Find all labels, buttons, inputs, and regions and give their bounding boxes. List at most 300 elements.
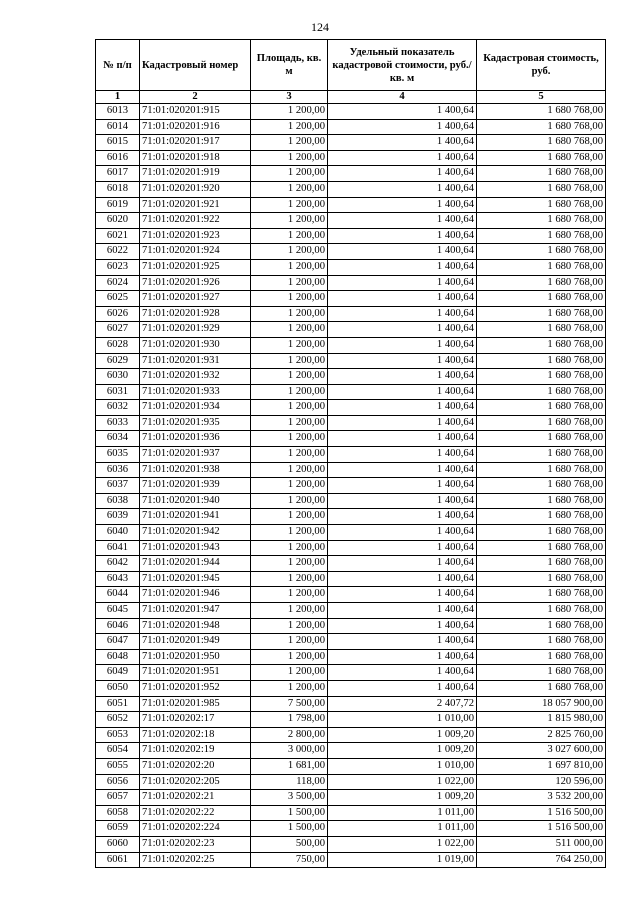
area-cell: 1 200,00	[251, 150, 328, 166]
row-number-cell: 6039	[96, 509, 140, 525]
row-number-cell: 6034	[96, 431, 140, 447]
specific-value-cell: 1 400,64	[328, 197, 477, 213]
row-number-cell: 6029	[96, 353, 140, 369]
cadastral-value-cell: 1 815 980,00	[477, 712, 606, 728]
header-area: Площадь, кв. м	[251, 40, 328, 91]
row-number-cell: 6013	[96, 104, 140, 120]
cadastral-number-cell: 71:01:020202:20	[140, 758, 251, 774]
cadastral-number-cell: 71:01:020201:939	[140, 478, 251, 494]
cadastral-value-cell: 1 680 768,00	[477, 322, 606, 338]
specific-value-cell: 1 400,64	[328, 353, 477, 369]
cadastral-value-cell: 764 250,00	[477, 852, 606, 868]
specific-value-cell: 1 400,64	[328, 603, 477, 619]
area-cell: 1 200,00	[251, 415, 328, 431]
table-row	[96, 166, 606, 182]
area-cell: 1 200,00	[251, 431, 328, 447]
area-cell: 1 200,00	[251, 322, 328, 338]
cadastral-value-cell: 1 680 768,00	[477, 337, 606, 353]
row-number-cell: 6060	[96, 836, 140, 852]
table-header-row	[96, 40, 606, 91]
specific-value-cell: 1 400,64	[328, 556, 477, 572]
cadastral-number-cell: 71:01:020201:921	[140, 197, 251, 213]
table-row	[96, 649, 606, 665]
area-cell: 500,00	[251, 836, 328, 852]
table-row	[96, 556, 606, 572]
cadastral-value-cell: 1 680 768,00	[477, 104, 606, 120]
cadastral-number-cell: 71:01:020201:936	[140, 431, 251, 447]
area-cell: 1 200,00	[251, 384, 328, 400]
cadastral-value-cell: 511 000,00	[477, 836, 606, 852]
column-numbers-row	[96, 91, 606, 104]
area-cell: 1 200,00	[251, 353, 328, 369]
area-cell: 1 500,00	[251, 821, 328, 837]
row-number-cell: 6045	[96, 603, 140, 619]
cadastral-number-cell: 71:01:020201:923	[140, 228, 251, 244]
row-number-cell: 6053	[96, 727, 140, 743]
cadastral-number-cell: 71:01:020202:25	[140, 852, 251, 868]
table-row	[96, 836, 606, 852]
table-row	[96, 587, 606, 603]
specific-value-cell: 1 400,64	[328, 680, 477, 696]
table-row	[96, 821, 606, 837]
area-cell: 1 200,00	[251, 275, 328, 291]
specific-value-cell: 1 400,64	[328, 509, 477, 525]
area-cell: 118,00	[251, 774, 328, 790]
table-row	[96, 665, 606, 681]
specific-value-cell: 1 400,64	[328, 493, 477, 509]
specific-value-cell: 1 400,64	[328, 369, 477, 385]
area-cell: 1 200,00	[251, 525, 328, 541]
cadastral-number-cell: 71:01:020201:933	[140, 384, 251, 400]
cadastral-number-cell: 71:01:020201:938	[140, 462, 251, 478]
specific-value-cell: 1 022,00	[328, 774, 477, 790]
table-row	[96, 400, 606, 416]
specific-value-cell: 1 400,64	[328, 478, 477, 494]
specific-value-cell: 1 011,00	[328, 821, 477, 837]
cadastral-number-cell: 71:01:020201:942	[140, 525, 251, 541]
table-row	[96, 696, 606, 712]
cadastral-value-cell: 1 680 768,00	[477, 213, 606, 229]
table-row	[96, 634, 606, 650]
area-cell: 1 200,00	[251, 104, 328, 120]
row-number-cell: 6014	[96, 119, 140, 135]
cadastral-number-cell: 71:01:020202:17	[140, 712, 251, 728]
cadastral-value-cell: 1 680 768,00	[477, 306, 606, 322]
table-row	[96, 306, 606, 322]
row-number-cell: 6059	[96, 821, 140, 837]
table-row	[96, 571, 606, 587]
column-number: 3	[251, 91, 328, 104]
cadastral-number-cell: 71:01:020201:946	[140, 587, 251, 603]
cadastral-number-cell: 71:01:020202:23	[140, 836, 251, 852]
cadastral-value-cell: 1 680 768,00	[477, 478, 606, 494]
row-number-cell: 6036	[96, 462, 140, 478]
cadastral-value-cell: 1 680 768,00	[477, 649, 606, 665]
row-number-cell: 6033	[96, 415, 140, 431]
cadastral-number-cell: 71:01:020201:924	[140, 244, 251, 260]
cadastral-number-cell: 71:01:020202:18	[140, 727, 251, 743]
specific-value-cell: 1 400,64	[328, 135, 477, 151]
specific-value-cell: 1 400,64	[328, 665, 477, 681]
specific-value-cell: 1 400,64	[328, 119, 477, 135]
row-number-cell: 6047	[96, 634, 140, 650]
row-number-cell: 6028	[96, 337, 140, 353]
specific-value-cell: 1 009,20	[328, 727, 477, 743]
area-cell: 1 200,00	[251, 259, 328, 275]
specific-value-cell: 1 400,64	[328, 322, 477, 338]
cadastral-number-cell: 71:01:020201:920	[140, 181, 251, 197]
cadastral-value-cell: 1 680 768,00	[477, 509, 606, 525]
area-cell: 1 798,00	[251, 712, 328, 728]
area-cell: 1 200,00	[251, 493, 328, 509]
cadastral-number-cell: 71:01:020201:931	[140, 353, 251, 369]
specific-value-cell: 1 009,20	[328, 790, 477, 806]
specific-value-cell: 1 400,64	[328, 291, 477, 307]
specific-value-cell: 1 400,64	[328, 540, 477, 556]
cadastral-value-cell: 1 680 768,00	[477, 431, 606, 447]
area-cell: 1 200,00	[251, 540, 328, 556]
table-row	[96, 478, 606, 494]
table-row	[96, 291, 606, 307]
specific-value-cell: 1 400,64	[328, 166, 477, 182]
area-cell: 1 200,00	[251, 166, 328, 182]
cadastral-value-cell: 1 680 768,00	[477, 384, 606, 400]
area-cell: 1 200,00	[251, 244, 328, 260]
row-number-cell: 6030	[96, 369, 140, 385]
row-number-cell: 6020	[96, 213, 140, 229]
cadastral-value-cell: 1 680 768,00	[477, 447, 606, 463]
cadastral-number-cell: 71:01:020201:916	[140, 119, 251, 135]
row-number-cell: 6057	[96, 790, 140, 806]
row-number-cell: 6043	[96, 571, 140, 587]
area-cell: 1 200,00	[251, 228, 328, 244]
area-cell: 1 200,00	[251, 119, 328, 135]
cadastral-value-cell: 1 680 768,00	[477, 166, 606, 182]
table-row	[96, 415, 606, 431]
cadastral-value-cell: 1 680 768,00	[477, 150, 606, 166]
cadastral-value-cell: 1 680 768,00	[477, 618, 606, 634]
area-cell: 1 200,00	[251, 634, 328, 650]
cadastral-number-cell: 71:01:020202:205	[140, 774, 251, 790]
cadastral-value-cell: 1 680 768,00	[477, 244, 606, 260]
area-cell: 1 200,00	[251, 337, 328, 353]
cadastral-value-cell: 1 680 768,00	[477, 353, 606, 369]
cadastral-value-cell: 1 680 768,00	[477, 259, 606, 275]
area-cell: 1 200,00	[251, 197, 328, 213]
row-number-cell: 6025	[96, 291, 140, 307]
specific-value-cell: 1 400,64	[328, 228, 477, 244]
cadastral-value-cell: 1 516 500,00	[477, 805, 606, 821]
table-row	[96, 369, 606, 385]
row-number-cell: 6017	[96, 166, 140, 182]
area-cell: 3 500,00	[251, 790, 328, 806]
cadastral-number-cell: 71:01:020201:934	[140, 400, 251, 416]
cadastral-value-cell: 3 027 600,00	[477, 743, 606, 759]
specific-value-cell: 1 010,00	[328, 758, 477, 774]
cadastral-number-cell: 71:01:020201:927	[140, 291, 251, 307]
cadastral-value-cell: 1 697 810,00	[477, 758, 606, 774]
specific-value-cell: 1 400,64	[328, 259, 477, 275]
cadastral-value-cell: 1 680 768,00	[477, 540, 606, 556]
table-row	[96, 790, 606, 806]
specific-value-cell: 1 400,64	[328, 618, 477, 634]
cadastral-number-cell: 71:01:020201:948	[140, 618, 251, 634]
specific-value-cell: 1 400,64	[328, 400, 477, 416]
cadastral-value-cell: 1 680 768,00	[477, 587, 606, 603]
table-row	[96, 805, 606, 821]
cadastral-value-table	[95, 39, 606, 868]
cadastral-value-cell: 2 825 760,00	[477, 727, 606, 743]
area-cell: 1 200,00	[251, 369, 328, 385]
row-number-cell: 6026	[96, 306, 140, 322]
table-row	[96, 712, 606, 728]
cadastral-number-cell: 71:01:020201:917	[140, 135, 251, 151]
cadastral-number-cell: 71:01:020201:945	[140, 571, 251, 587]
cadastral-value-cell: 1 680 768,00	[477, 197, 606, 213]
table-row	[96, 431, 606, 447]
table-row	[96, 509, 606, 525]
cadastral-value-cell: 18 057 900,00	[477, 696, 606, 712]
specific-value-cell: 1 400,64	[328, 571, 477, 587]
area-cell: 1 500,00	[251, 805, 328, 821]
specific-value-cell: 1 400,64	[328, 306, 477, 322]
area-cell: 2 800,00	[251, 727, 328, 743]
area-cell: 1 681,00	[251, 758, 328, 774]
cadastral-value-cell: 1 680 768,00	[477, 228, 606, 244]
column-number: 5	[477, 91, 606, 104]
cadastral-value-cell: 1 680 768,00	[477, 634, 606, 650]
specific-value-cell: 1 400,64	[328, 415, 477, 431]
area-cell: 1 200,00	[251, 680, 328, 696]
cadastral-number-cell: 71:01:020201:919	[140, 166, 251, 182]
cadastral-value-cell: 1 680 768,00	[477, 462, 606, 478]
specific-value-cell: 1 400,64	[328, 181, 477, 197]
area-cell: 1 200,00	[251, 400, 328, 416]
cadastral-number-cell: 71:01:020201:935	[140, 415, 251, 431]
area-cell: 1 200,00	[251, 649, 328, 665]
area-cell: 1 200,00	[251, 291, 328, 307]
table-row	[96, 540, 606, 556]
cadastral-value-cell: 1 680 768,00	[477, 369, 606, 385]
table-row	[96, 213, 606, 229]
page-number: 124	[311, 20, 329, 34]
table-row	[96, 680, 606, 696]
row-number-cell: 6052	[96, 712, 140, 728]
specific-value-cell: 1 400,64	[328, 384, 477, 400]
specific-value-cell: 1 010,00	[328, 712, 477, 728]
table-row	[96, 135, 606, 151]
area-cell: 1 200,00	[251, 587, 328, 603]
cadastral-value-cell: 1 680 768,00	[477, 135, 606, 151]
table-row	[96, 275, 606, 291]
area-cell: 1 200,00	[251, 213, 328, 229]
specific-value-cell: 1 022,00	[328, 836, 477, 852]
row-number-cell: 6019	[96, 197, 140, 213]
table-row	[96, 618, 606, 634]
row-number-cell: 6031	[96, 384, 140, 400]
cadastral-number-cell: 71:01:020201:951	[140, 665, 251, 681]
area-cell: 1 200,00	[251, 618, 328, 634]
cadastral-value-cell: 1 680 768,00	[477, 665, 606, 681]
cadastral-number-cell: 71:01:020201:926	[140, 275, 251, 291]
column-number: 2	[140, 91, 251, 104]
row-number-cell: 6048	[96, 649, 140, 665]
table-row	[96, 228, 606, 244]
cadastral-value-cell: 1 680 768,00	[477, 571, 606, 587]
area-cell: 1 200,00	[251, 665, 328, 681]
area-cell: 1 200,00	[251, 571, 328, 587]
cadastral-number-cell: 71:01:020201:940	[140, 493, 251, 509]
cadastral-value-cell: 1 680 768,00	[477, 400, 606, 416]
area-cell: 1 200,00	[251, 181, 328, 197]
cadastral-number-cell: 71:01:020201:925	[140, 259, 251, 275]
specific-value-cell: 1 400,64	[328, 525, 477, 541]
cadastral-number-cell: 71:01:020201:941	[140, 509, 251, 525]
cadastral-number-cell: 71:01:020201:922	[140, 213, 251, 229]
table-row	[96, 743, 606, 759]
row-number-cell: 6041	[96, 540, 140, 556]
table-row	[96, 384, 606, 400]
cadastral-number-cell: 71:01:020202:19	[140, 743, 251, 759]
row-number-cell: 6054	[96, 743, 140, 759]
header-cadastral-number: Кадастровый номер	[140, 40, 251, 91]
cadastral-number-cell: 71:01:020201:929	[140, 322, 251, 338]
specific-value-cell: 1 009,20	[328, 743, 477, 759]
area-cell: 1 200,00	[251, 447, 328, 463]
row-number-cell: 6061	[96, 852, 140, 868]
column-number: 4	[328, 91, 477, 104]
specific-value-cell: 1 400,64	[328, 649, 477, 665]
specific-value-cell: 1 400,64	[328, 462, 477, 478]
cadastral-number-cell: 71:01:020202:22	[140, 805, 251, 821]
row-number-cell: 6022	[96, 244, 140, 260]
column-number: 1	[96, 91, 140, 104]
row-number-cell: 6032	[96, 400, 140, 416]
area-cell: 1 200,00	[251, 306, 328, 322]
cadastral-number-cell: 71:01:020201:949	[140, 634, 251, 650]
cadastral-number-cell: 71:01:020201:915	[140, 104, 251, 120]
table-row	[96, 493, 606, 509]
row-number-cell: 6023	[96, 259, 140, 275]
specific-value-cell: 1 019,00	[328, 852, 477, 868]
table-body	[96, 104, 606, 868]
table-row	[96, 852, 606, 868]
cadastral-value-cell: 1 680 768,00	[477, 415, 606, 431]
row-number-cell: 6035	[96, 447, 140, 463]
table-row	[96, 337, 606, 353]
table-row	[96, 259, 606, 275]
area-cell: 750,00	[251, 852, 328, 868]
table-row	[96, 447, 606, 463]
cadastral-number-cell: 71:01:020201:932	[140, 369, 251, 385]
cadastral-value-cell: 1 680 768,00	[477, 291, 606, 307]
cadastral-value-cell: 1 680 768,00	[477, 556, 606, 572]
header-row-number: № п/п	[96, 40, 140, 91]
table-row	[96, 758, 606, 774]
table-row	[96, 727, 606, 743]
cadastral-number-cell: 71:01:020202:224	[140, 821, 251, 837]
cadastral-value-cell: 1 680 768,00	[477, 119, 606, 135]
cadastral-value-cell: 1 516 500,00	[477, 821, 606, 837]
row-number-cell: 6049	[96, 665, 140, 681]
table-row	[96, 150, 606, 166]
row-number-cell: 6040	[96, 525, 140, 541]
cadastral-value-cell: 1 680 768,00	[477, 525, 606, 541]
area-cell: 1 200,00	[251, 135, 328, 151]
row-number-cell: 6021	[96, 228, 140, 244]
table-row	[96, 119, 606, 135]
row-number-cell: 6044	[96, 587, 140, 603]
row-number-cell: 6037	[96, 478, 140, 494]
specific-value-cell: 1 400,64	[328, 337, 477, 353]
cadastral-value-cell: 1 680 768,00	[477, 181, 606, 197]
row-number-cell: 6055	[96, 758, 140, 774]
cadastral-value-cell: 1 680 768,00	[477, 603, 606, 619]
row-number-cell: 6024	[96, 275, 140, 291]
cadastral-number-cell: 71:01:020201:930	[140, 337, 251, 353]
table-row	[96, 774, 606, 790]
cadastral-value-cell: 1 680 768,00	[477, 275, 606, 291]
row-number-cell: 6058	[96, 805, 140, 821]
specific-value-cell: 1 400,64	[328, 587, 477, 603]
row-number-cell: 6015	[96, 135, 140, 151]
cadastral-number-cell: 71:01:020201:918	[140, 150, 251, 166]
cadastral-number-cell: 71:01:020201:937	[140, 447, 251, 463]
specific-value-cell: 1 400,64	[328, 150, 477, 166]
table-row	[96, 353, 606, 369]
table-row	[96, 462, 606, 478]
row-number-cell: 6056	[96, 774, 140, 790]
specific-value-cell: 1 011,00	[328, 805, 477, 821]
cadastral-value-cell: 120 596,00	[477, 774, 606, 790]
specific-value-cell: 1 400,64	[328, 447, 477, 463]
cadastral-value-cell: 1 680 768,00	[477, 493, 606, 509]
specific-value-cell: 2 407,72	[328, 696, 477, 712]
table-row	[96, 525, 606, 541]
header-cadastral-value: Кадастровая стоимость, руб.	[477, 40, 606, 91]
header-specific-value: Удельный показатель кадастровой стоимости, руб./кв. м	[328, 40, 477, 91]
table-row	[96, 322, 606, 338]
specific-value-cell: 1 400,64	[328, 213, 477, 229]
area-cell: 3 000,00	[251, 743, 328, 759]
table-row	[96, 603, 606, 619]
row-number-cell: 6046	[96, 618, 140, 634]
specific-value-cell: 1 400,64	[328, 431, 477, 447]
specific-value-cell: 1 400,64	[328, 104, 477, 120]
cadastral-number-cell: 71:01:020201:943	[140, 540, 251, 556]
specific-value-cell: 1 400,64	[328, 275, 477, 291]
cadastral-number-cell: 71:01:020201:985	[140, 696, 251, 712]
row-number-cell: 6018	[96, 181, 140, 197]
cadastral-number-cell: 71:01:020201:944	[140, 556, 251, 572]
row-number-cell: 6051	[96, 696, 140, 712]
cadastral-number-cell: 71:01:020201:950	[140, 649, 251, 665]
area-cell: 7 500,00	[251, 696, 328, 712]
area-cell: 1 200,00	[251, 556, 328, 572]
row-number-cell: 6050	[96, 680, 140, 696]
cadastral-number-cell: 71:01:020201:952	[140, 680, 251, 696]
cadastral-value-cell: 1 680 768,00	[477, 680, 606, 696]
cadastral-number-cell: 71:01:020201:928	[140, 306, 251, 322]
area-cell: 1 200,00	[251, 603, 328, 619]
row-number-cell: 6016	[96, 150, 140, 166]
table-row	[96, 244, 606, 260]
row-number-cell: 6042	[96, 556, 140, 572]
specific-value-cell: 1 400,64	[328, 244, 477, 260]
cadastral-number-cell: 71:01:020201:947	[140, 603, 251, 619]
row-number-cell: 6027	[96, 322, 140, 338]
table-row	[96, 181, 606, 197]
